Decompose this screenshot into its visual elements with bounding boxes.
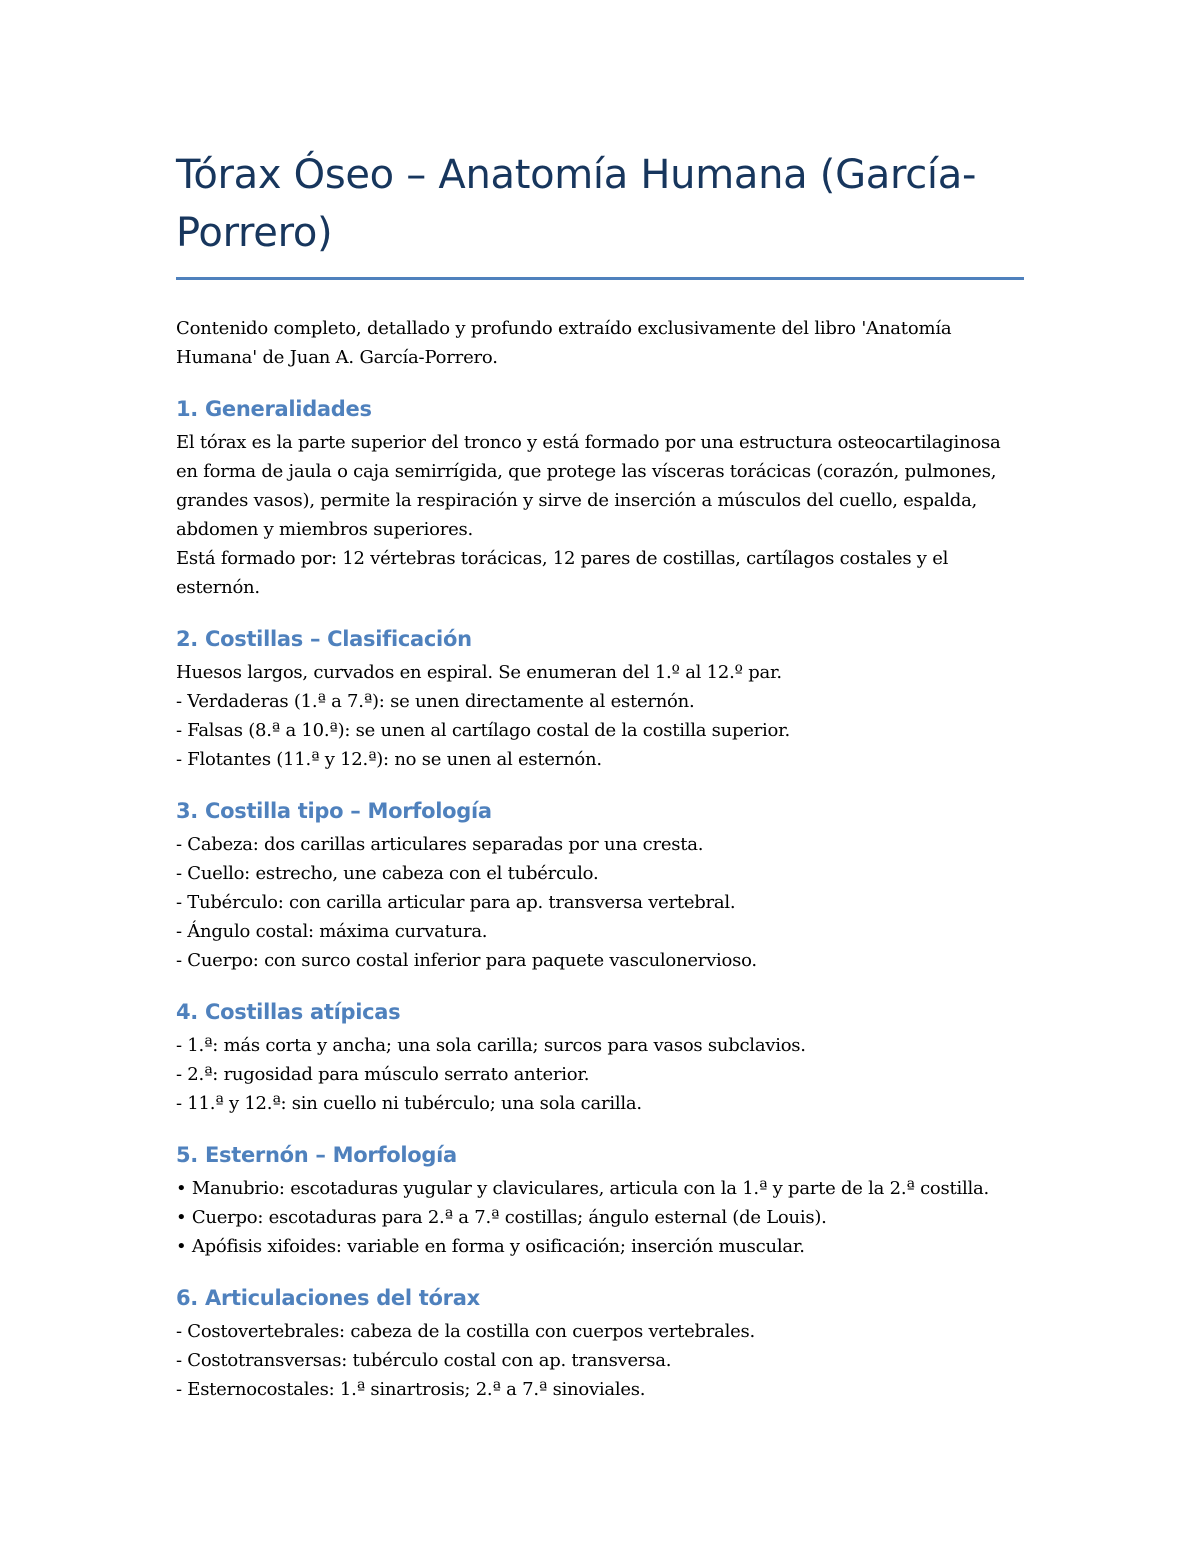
section-heading-costillas-atipicas: 4. Costillas atípicas <box>176 1000 401 1024</box>
list-item: - Ángulo costal: máxima curvatura. <box>176 921 488 942</box>
section-heading-generalidades: 1. Generalidades <box>176 397 372 421</box>
list-item: - Costovertebrales: cabeza de la costilla con cuerpos vertebrales. <box>176 1321 755 1342</box>
list-item: - Tubérculo: con carilla articular para ap. transversa vertebral. <box>176 892 736 913</box>
section-heading-articulaciones: 6. Articulaciones del tórax <box>176 1286 480 1310</box>
list-item: - Verdaderas (1.ª a 7.ª): se unen directamente al esternón. <box>176 691 695 712</box>
document-title: Tórax Óseo – Anatomía Humana (García-Porrero) <box>176 152 977 256</box>
section-heading-esternon: 5. Esternón – Morfología <box>176 1143 457 1167</box>
document-page <box>176 0 1024 1404</box>
section-heading-costilla-tipo: 3. Costilla tipo – Morfología <box>176 799 492 823</box>
list-item: • Apófisis xifoides: variable en forma y osificación; inserción muscular. <box>176 1236 805 1257</box>
list-item: - Cuello: estrecho, une cabeza con el tubérculo. <box>176 863 599 884</box>
list-item: • Manubrio: escotaduras yugular y claviculares, articula con la 1.ª y parte de la 2.ª costilla. <box>176 1178 989 1199</box>
list-item: • Cuerpo: escotaduras para 2.ª a 7.ª costillas; ángulo esternal (de Louis). <box>176 1207 827 1228</box>
generalidades-paragraph-1: El tórax es la parte superior del tronco y está formado por una estructura osteocartilaginosa en forma de jaula o caja semirrígida, que protege las vísceras torácicas (corazón, pulmones, grandes vasos), permite la respiración y sirve de inserción a músculos del cuello, espalda, abdomen y miembros superiores. <box>176 432 1001 540</box>
list-item: Huesos largos, curvados en espiral. Se enumeran del 1.º al 12.º par. <box>176 662 782 683</box>
list-item: - 2.ª: rugosidad para músculo serrato anterior. <box>176 1064 590 1085</box>
intro-paragraph: Contenido completo, detallado y profundo extraído exclusivamente del libro 'Anatomía Humana' de Juan A. García-Porrero. <box>176 318 952 368</box>
list-item: - Esternocostales: 1.ª sinartrosis; 2.ª a 7.ª sinoviales. <box>176 1379 646 1400</box>
list-item: - Costotransversas: tubérculo costal con ap. transversa. <box>176 1350 672 1371</box>
list-item: - Flotantes (11.ª y 12.ª): no se unen al esternón. <box>176 749 602 770</box>
generalidades-paragraph-2: Está formado por: 12 vértebras torácicas, 12 pares de costillas, cartílagos costales y el esternón. <box>176 548 949 598</box>
list-item: - Cabeza: dos carillas articulares separadas por una cresta. <box>176 834 704 855</box>
list-item: - 11.ª y 12.ª: sin cuello ni tubérculo; una sola carilla. <box>176 1093 642 1114</box>
title-underline <box>176 277 1024 280</box>
list-item: - Cuerpo: con surco costal inferior para paquete vasculonervioso. <box>176 950 757 971</box>
list-item: - 1.ª: más corta y ancha; una sola carilla; surcos para vasos subclavios. <box>176 1035 806 1056</box>
list-item: - Falsas (8.ª a 10.ª): se unen al cartílago costal de la costilla superior. <box>176 720 790 741</box>
section-heading-costillas-clasificacion: 2. Costillas – Clasificación <box>176 627 472 651</box>
